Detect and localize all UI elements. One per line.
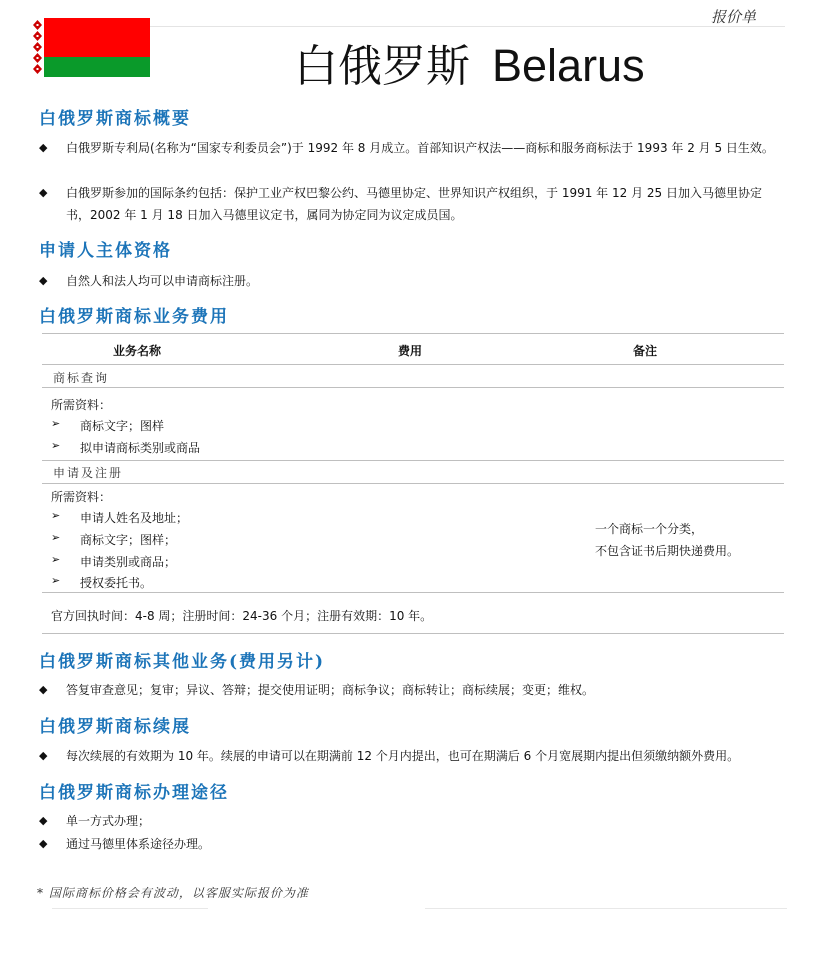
arrow-bullet-icon: ➢ bbox=[51, 553, 61, 566]
materials-label: 所需资料： bbox=[51, 398, 112, 412]
row-divider bbox=[42, 483, 784, 484]
arrow-bullet-icon: ➢ bbox=[51, 509, 61, 522]
table-header-rule bbox=[42, 364, 784, 365]
page-title-en: Belarus bbox=[492, 40, 645, 91]
page-title bbox=[294, 30, 645, 94]
list-item: ➢ 商标文字；图样； bbox=[51, 531, 177, 547]
bullet-text: 通过马德里体系途径办理。 bbox=[66, 837, 211, 851]
column-header-fee: 费用 bbox=[398, 344, 423, 358]
list-item: ➢ 授权委托书。 bbox=[51, 574, 153, 590]
section-heading-route: 白俄罗斯商标办理途径 bbox=[39, 783, 229, 803]
bullet-text: 每次续展的有效期为 10 年。续展的申请可以在期满前 12 个月内提出，也可在期满后 6 个月宽展期内提出但须缴纳额外费用。 bbox=[66, 749, 740, 763]
belarus-flag-icon bbox=[31, 18, 150, 77]
bullet-diamond-icon: ◆ bbox=[39, 814, 48, 827]
section-heading-renewal: 白俄罗斯商标续展 bbox=[39, 717, 191, 737]
list-item: ➢ 申请类别或商品； bbox=[51, 553, 177, 569]
section-heading-overview: 白俄罗斯商标概要 bbox=[39, 109, 191, 129]
table-top-rule bbox=[42, 333, 784, 334]
arrow-bullet-icon: ➢ bbox=[51, 439, 61, 452]
header-divider bbox=[150, 26, 785, 27]
bullet-diamond-icon: ◆ bbox=[39, 683, 48, 696]
row-divider bbox=[42, 460, 784, 461]
section-heading-fees: 白俄罗斯商标业务费用 bbox=[39, 307, 229, 327]
arrow-bullet-icon: ➢ bbox=[51, 417, 61, 430]
table-bottom-rule bbox=[42, 633, 784, 634]
column-header-remarks: 备注 bbox=[633, 344, 658, 358]
bullet-text: 白俄罗斯专利局(名称为“国家专利委员会”)于 1992 年 8 月成立。首部知识产权法——商标和服务商标法于 1993 年 2 月 5 日生效。 bbox=[66, 141, 774, 155]
bullet-text: 自然人和法人均可以申请商标注册。 bbox=[66, 274, 259, 288]
overview-bullet-1 bbox=[39, 137, 779, 159]
overview-bullet-2 bbox=[39, 182, 779, 226]
category-application-registration: 申请及注册 bbox=[53, 466, 124, 480]
route-bullet-2 bbox=[39, 833, 779, 855]
page-title-cn: 白俄罗斯 bbox=[294, 41, 470, 92]
remark-line-2: 不包含证书后期快递费用。 bbox=[595, 544, 740, 558]
bullet-diamond-icon: ◆ bbox=[39, 274, 48, 287]
footer-rule bbox=[425, 908, 787, 909]
row-divider bbox=[42, 592, 784, 593]
remark-line-1: 一个商标一个分类， bbox=[595, 522, 704, 536]
list-item: ➢ 申请人姓名及地址； bbox=[51, 509, 189, 525]
arrow-bullet-icon: ➢ bbox=[51, 531, 61, 544]
arrow-bullet-icon: ➢ bbox=[51, 574, 61, 587]
other-bullet-1 bbox=[39, 679, 779, 701]
route-bullet-1 bbox=[39, 810, 779, 832]
bullet-text: 白俄罗斯参加的国际条约包括：保护工业产权巴黎公约、马德里协定、世界知识产权组织，于 1991 年 12 月 25 日加入马德里协定书，2002 年 1 月 18 日加入马德里议定书，属同为协定同为议定成员国。 bbox=[66, 186, 762, 222]
materials-label: 所需资料： bbox=[51, 490, 112, 504]
list-item: ➢ 商标文字；图样 bbox=[51, 417, 165, 433]
row-divider bbox=[42, 387, 784, 388]
bullet-text: 答复审查意见；复审；异议、答辩；提交使用证明；商标争议；商标转让；商标续展；变更；维权。 bbox=[66, 683, 595, 697]
list-item: ➢ 拟申请商标类别或商品 bbox=[51, 439, 201, 455]
column-header-service: 业务名称 bbox=[113, 344, 162, 358]
bullet-diamond-icon: ◆ bbox=[39, 186, 48, 199]
section-heading-eligibility: 申请人主体资格 bbox=[39, 241, 172, 261]
category-trademark-search: 商标查询 bbox=[53, 371, 110, 385]
eligibility-bullet-1 bbox=[39, 270, 779, 292]
bullet-diamond-icon: ◆ bbox=[39, 749, 48, 762]
renewal-bullet-1 bbox=[39, 745, 779, 767]
price-fluctuation-note: * 国际商标价格会有波动，以客服实际报价为准 bbox=[37, 886, 309, 900]
section-heading-other-services: 白俄罗斯商标其他业务(费用另计) bbox=[39, 652, 326, 672]
note-underline bbox=[52, 908, 208, 909]
bullet-diamond-icon: ◆ bbox=[39, 141, 48, 154]
bullet-diamond-icon: ◆ bbox=[39, 837, 48, 850]
quote-sheet-label: 报价单 bbox=[711, 8, 757, 26]
timeline-footer: 官方回执时间：4-8 周；注册时间：24-36 个月；注册有效期：10 年。 bbox=[51, 609, 433, 623]
bullet-text: 单一方式办理； bbox=[66, 814, 151, 828]
